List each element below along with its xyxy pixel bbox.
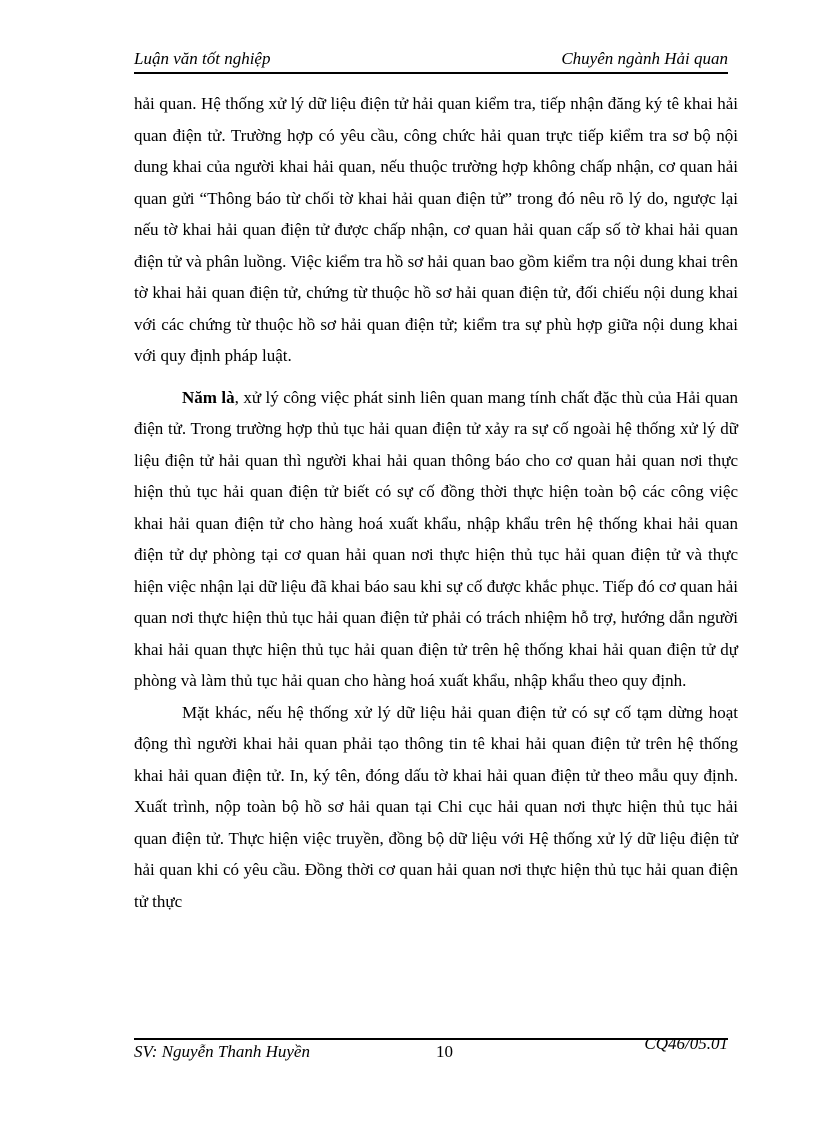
page-footer <box>134 1034 728 1064</box>
footer-class-code: CQ46/05.01 <box>644 1034 728 1053</box>
paragraph-2 <box>134 382 738 697</box>
page-number: 10 <box>436 1042 453 1061</box>
paragraph-2-lead: Năm là <box>182 387 235 407</box>
paragraph-2-text: , xử lý công việc phát sinh liên quan mang tính chất đặc thù của Hải quan điện tử. Trong trường hợp thủ tục hải quan điện tử xảy ra sự cố ngoài hệ thống xử lý dữ liệu điện tử hải quan thì người khai hải quan thông báo cho cơ quan hải quan nơi thực hiện thủ tục hải quan điện tử biết có sự cố đồng thời thực hiện toàn bộ các công việc khai hải quan điện tử cho hàng hoá xuất khẩu, nhập khẩu trên hệ thống khai hải quan điện tử dự phòng tại cơ quan hải quan nơi thực hiện thủ tục hải quan điện tử và thực hiện việc nhận lại dữ liệu đã khai báo sau khi sự cố được khắc phục. Tiếp đó cơ quan hải quan nơi thực hiện thủ tục hải quan điện tử phải có trách nhiệm hỗ trợ, hướng dẫn người khai hải quan thực hiện thủ tục hải quan điện tử trên hệ thống khai hải quan điện tử dự phòng và làm thủ tục hải quan cho hàng hoá xuất khẩu, nhập khẩu theo quy định. <box>134 387 738 690</box>
document-body <box>134 88 738 917</box>
page-header <box>134 46 728 74</box>
header-major: Chuyên ngành Hải quan <box>561 49 728 68</box>
paragraph-3: Mặt khác, nếu hệ thống xử lý dữ liệu hải quan điện tử có sự cố tạm dừng hoạt động thì người khai hải quan phải tạo thông tin tê khai hải quan điện tử trên hệ thống khai hải quan điện tử. In, ký tên, đóng dấu tờ khai hải quan điện tử theo mẫu quy định. Xuất trình, nộp toàn bộ hồ sơ hải quan tại Chi cục hải quan nơi thực hiện thủ tục hải quan điện tử. Thực hiện việc truyền, đồng bộ dữ liệu với Hệ thống xử lý dữ liệu điện tử hải quan khi có yêu cầu. Đồng thời cơ quan hải quan nơi thực hiện thủ tục hải quan điện tử thực <box>134 702 738 911</box>
footer-student-name: SV: Nguyễn Thanh Huyền <box>134 1042 310 1061</box>
paragraph-1: hải quan. Hệ thống xử lý dữ liệu điện tử hải quan kiểm tra, tiếp nhận đăng ký tê khai hải quan điện tử. Trường hợp có yêu cầu, công chức hải quan trực tiếp kiểm tra sơ bộ nội dung khai của người khai hải quan, nếu thuộc trường hợp không chấp nhận, cơ quan hải quan gửi “Thông báo từ chối tờ khai hải quan điện tử” trong đó nêu rõ lý do, ngược lại nếu tờ khai hải quan điện tử được chấp nhận, cơ quan hải quan cấp số tờ khai hải quan điện tử và phân luồng. Việc kiểm tra hồ sơ hải quan bao gồm kiểm tra nội dung khai trên tờ khai hải quan điện tử, chứng từ thuộc hồ sơ hải quan điện tử, đối chiếu nội dung khai với các chứng từ thuộc hồ sơ hải quan điện tử; kiểm tra sự phù hợp giữa nội dung khai với quy định pháp luật. <box>134 94 738 365</box>
header-thesis-title: Luận văn tốt nghiệp <box>134 49 271 68</box>
